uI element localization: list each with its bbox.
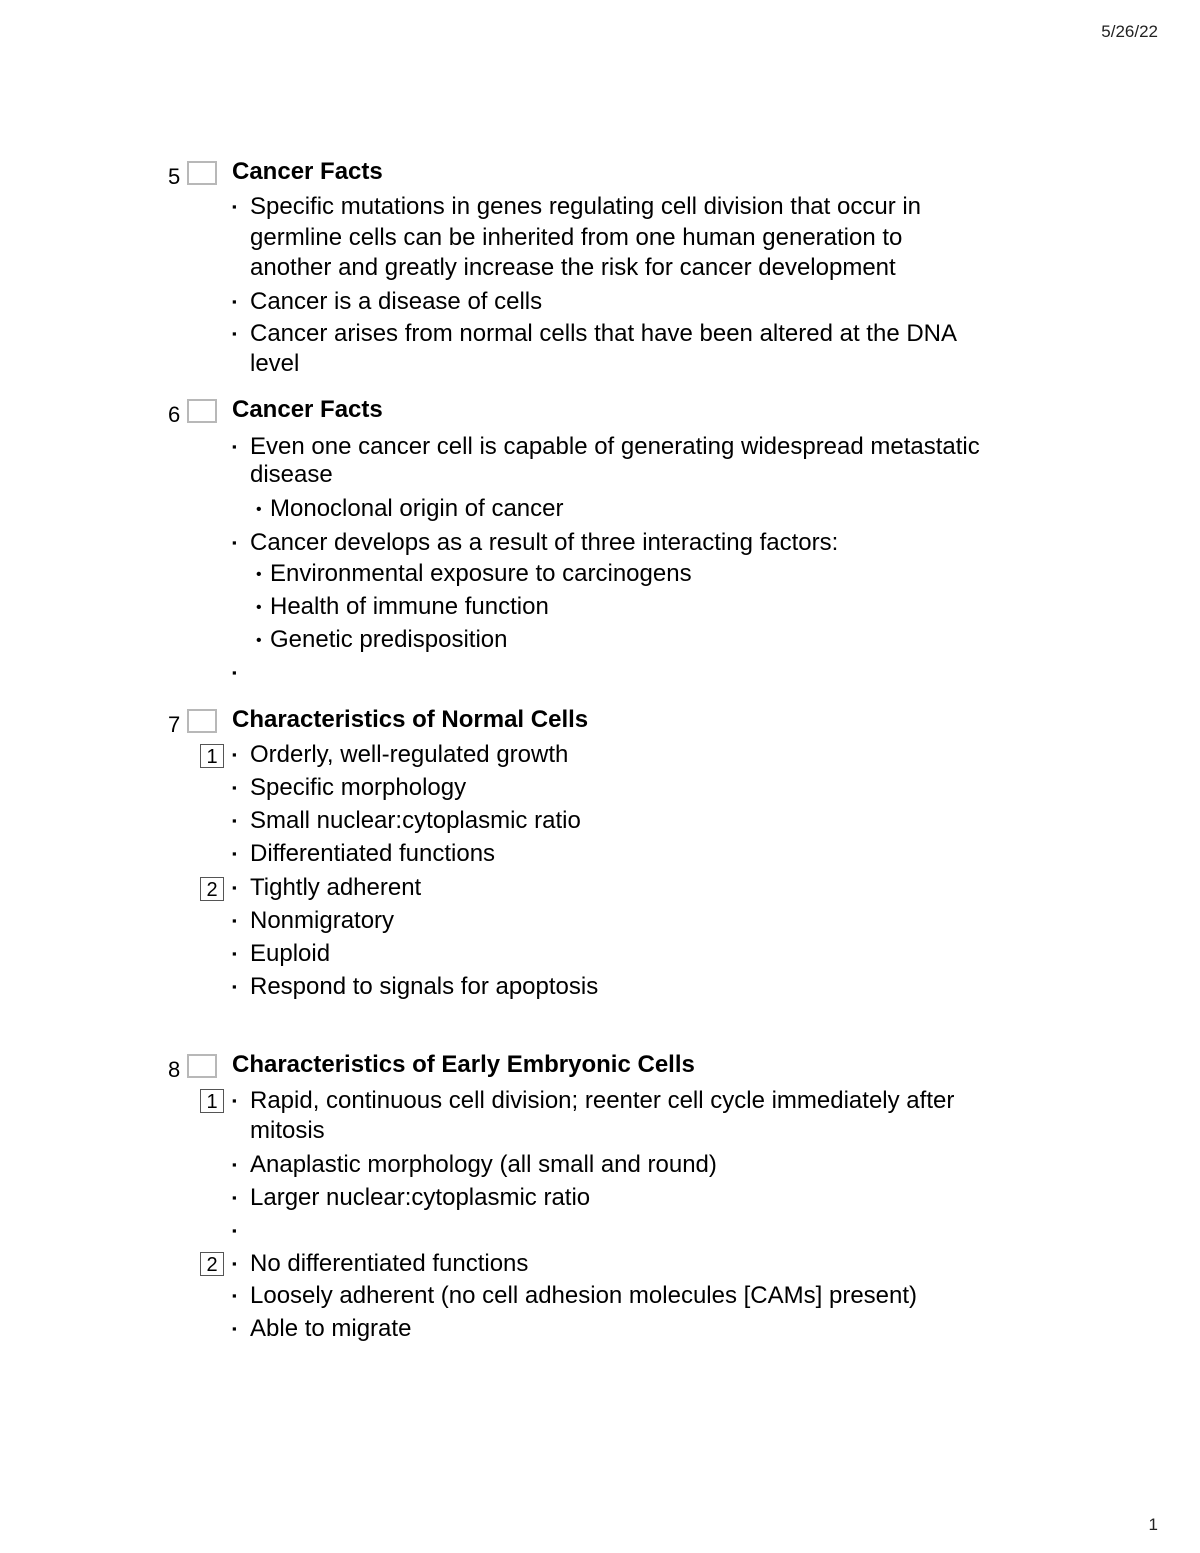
sub-bullet-line: • Health of immune function: [256, 592, 549, 623]
square-bullet: ▪: [232, 1223, 237, 1238]
sub-bullet-line: • Environmental exposure to carcinogens: [256, 559, 692, 590]
ink-badge[interactable]: 2: [200, 1252, 224, 1276]
bullet-line: ▪ Specific morphology: [232, 774, 467, 801]
bullet-line: ▪ Nonmigratory: [232, 907, 395, 934]
date-stamp: 5/26/22: [1101, 22, 1158, 41]
bullet-line: ▪ Cancer is a disease of cells: [232, 288, 543, 315]
bullet-line: ▪ Differentiated functions: [232, 840, 496, 867]
bullet-line: germline cells can be inherited from one human generation to: [250, 224, 903, 251]
bullet-line: ▪ Respond to signals for apoptosis: [232, 973, 599, 1000]
bullet-line: ▪ No differentiated functions: [232, 1250, 529, 1277]
square-bullet: ▪: [232, 1093, 237, 1108]
bullet-line: ▪ Anaplastic morphology (all small and round): [232, 1151, 717, 1178]
square-bullet: ▪: [232, 913, 237, 928]
square-bullet: ▪: [232, 535, 237, 550]
square-bullet: ▪: [232, 665, 237, 680]
square-bullet: ▪: [232, 979, 237, 994]
slide-title: Characteristics of Early Embryonic Cells: [232, 1051, 695, 1078]
square-bullet: ▪: [232, 294, 237, 309]
ink-badge[interactable]: 1: [200, 744, 224, 768]
square-bullet: ▪: [232, 1256, 237, 1271]
bullet-line: ▪ Rapid, continuous cell division; reenter cell cycle immediately after: [232, 1087, 955, 1114]
round-bullet: •: [256, 566, 262, 583]
bullet-line: ▪ Specific mutations in genes regulating cell division that occur in: [232, 193, 922, 220]
bullet-line: [232, 1216, 250, 1246]
bullet-line: ▪ Loosely adherent (no cell adhesion molecules [CAMs] present): [232, 1282, 918, 1309]
slide-title: Characteristics of Normal Cells: [232, 706, 589, 733]
square-bullet: ▪: [232, 326, 237, 341]
ink-badge[interactable]: 2: [200, 877, 224, 901]
round-bullet: •: [256, 501, 262, 518]
square-bullet: ▪: [232, 880, 237, 895]
bullet-line: ▪ Small nuclear:cytoplasmic ratio: [232, 807, 581, 834]
square-bullet: ▪: [232, 846, 237, 861]
bullet-line: ▪ Euploid: [232, 940, 331, 967]
sub-bullet-line: • Monoclonal origin of cancer: [256, 494, 564, 525]
slide-thumbnail[interactable]: [187, 709, 217, 733]
square-bullet: ▪: [232, 199, 237, 214]
slide-thumbnail[interactable]: [187, 161, 217, 185]
square-bullet: ▪: [232, 439, 237, 454]
bullet-line: ▪ Even one cancer cell is capable of generating widespread metastatic: [232, 433, 980, 460]
slide-title: Cancer Facts: [232, 396, 383, 423]
round-bullet: •: [256, 632, 262, 649]
square-bullet: ▪: [232, 1321, 237, 1336]
bullet-line: ▪ Orderly, well-regulated growth: [232, 741, 569, 768]
bullet-line: ▪ Tightly adherent: [232, 874, 422, 901]
bullet-line: level: [250, 350, 300, 377]
square-bullet: ▪: [232, 813, 237, 828]
square-bullet: ▪: [232, 1190, 237, 1205]
bullet-line: ▪ Cancer arises from normal cells that have been altered at the DNA: [232, 320, 958, 347]
round-bullet: •: [256, 599, 262, 616]
square-bullet: ▪: [232, 747, 237, 762]
bullet-line: disease: [250, 461, 333, 488]
square-bullet: ▪: [232, 780, 237, 795]
page-number: 1: [1148, 1515, 1158, 1534]
bullet-line: ▪ Able to migrate: [232, 1315, 412, 1342]
sub-bullet-line: • Genetic predisposition: [256, 625, 507, 656]
bullet-line: mitosis: [250, 1117, 325, 1144]
bullet-line: ▪ Cancer develops as a result of three interacting factors:: [232, 529, 839, 556]
bullet-line: [232, 658, 250, 688]
square-bullet: ▪: [232, 946, 237, 961]
slide-number: 5: [168, 164, 181, 189]
slide-thumbnail[interactable]: [187, 399, 217, 423]
ink-badge[interactable]: 1: [200, 1089, 224, 1113]
square-bullet: ▪: [232, 1157, 237, 1172]
slide-number: 7: [168, 712, 181, 737]
slide-number: 8: [168, 1057, 181, 1082]
slide-number: 6: [168, 402, 181, 427]
bullet-line: ▪ Larger nuclear:cytoplasmic ratio: [232, 1184, 591, 1211]
square-bullet: ▪: [232, 1288, 237, 1303]
slide-title: Cancer Facts: [232, 158, 383, 185]
bullet-line: another and greatly increase the risk for cancer development: [250, 254, 896, 281]
slide-thumbnail[interactable]: [187, 1054, 217, 1078]
